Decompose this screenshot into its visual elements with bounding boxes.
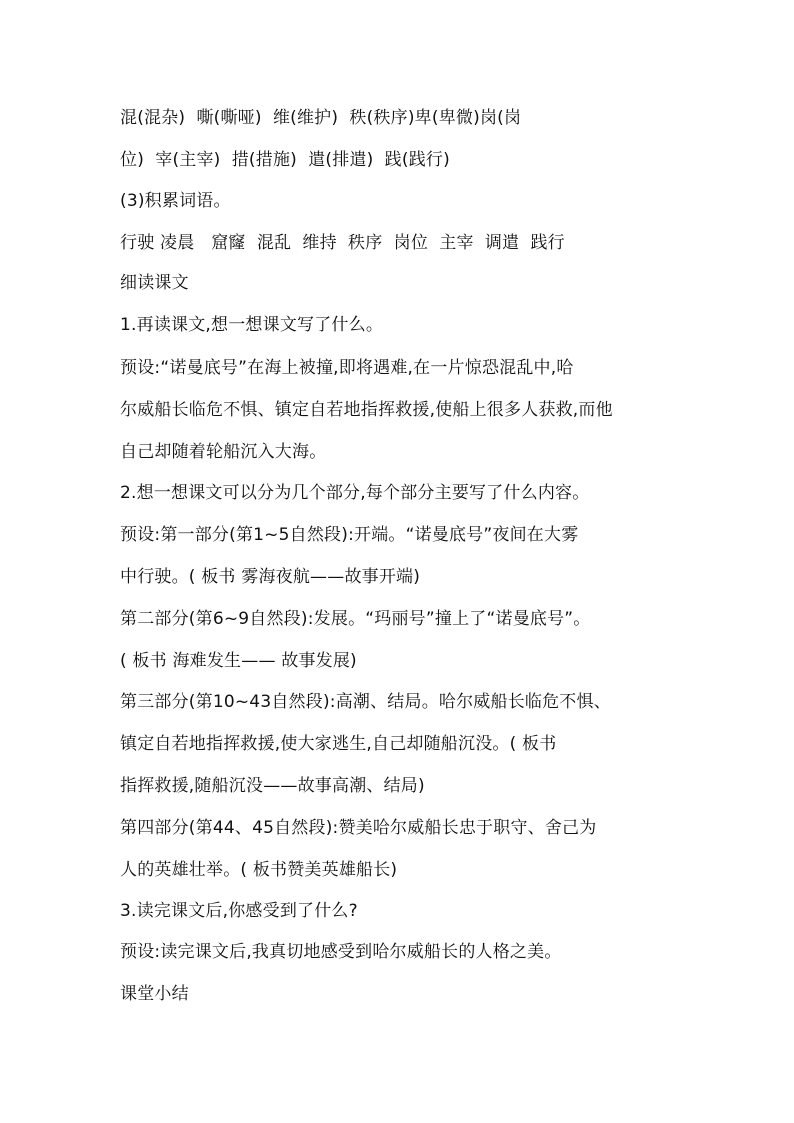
text-line: 自己却随着轮船沉入大海。: [120, 442, 327, 462]
question-line: 3.读完课文后,你感受到了什么?: [120, 901, 358, 921]
text-line: 混(混杂) 嘶(嘶哑) 维(维护) 秩(秩序)卑(卑微)岗(岗: [120, 108, 522, 128]
text-line: 第四部分(第44、45自然段):赞美哈尔威船长忠于职守、舍己为: [120, 818, 597, 838]
text-line: 指挥救援,随船沉没——故事高潮、结局): [120, 776, 425, 796]
text-line: 中行驶。( 板书 雾海夜航——故事开端): [120, 567, 421, 587]
text-line: 预设:“诺曼底号”在海上被撞,即将遇难,在一片惊恐混乱中,哈: [120, 358, 574, 378]
text-line: 行驶 凌晨 窟窿 混乱 维持 秩序 岗位 主宰 调遣 践行: [120, 233, 565, 253]
text-line: 第二部分(第6~9自然段):发展。“玛丽号”撞上了“诺曼底号”。: [120, 609, 591, 629]
text-line: 预设:第一部分(第1~5自然段):开端。“诺曼底号”夜间在大雾: [120, 525, 579, 545]
text-line: 尔威船长临危不惧、镇定自若地指挥救援,使船上很多人获救,而他: [120, 400, 613, 420]
text-line: 位) 宰(主宰) 措(措施) 遣(排遣) 践(践行): [120, 150, 450, 170]
section-heading: 细读课文: [120, 273, 189, 293]
text-line: 镇定自若地指挥救援,使大家逃生,自己却随船沉没。( 板书: [120, 734, 557, 754]
text-line: (3)积累词语。: [120, 191, 231, 211]
text-line: 人的英雄壮举。( 板书赞美英雄船长): [120, 860, 398, 880]
section-heading: 课堂小结: [120, 984, 189, 1004]
text-line: 第三部分(第10~43自然段):高潮、结局。哈尔威船长临危不惧、: [120, 692, 611, 712]
text-line: 预设:读完课文后,我真切地感受到哈尔威船长的人格之美。: [120, 942, 562, 962]
question-line: 1.再读课文,想一想课文写了什么。: [120, 315, 384, 335]
text-line: ( 板书 海难发生—— 故事发展): [120, 651, 357, 671]
question-line: 2.想一想课文可以分为几个部分,每个部分主要写了什么内容。: [120, 483, 590, 503]
